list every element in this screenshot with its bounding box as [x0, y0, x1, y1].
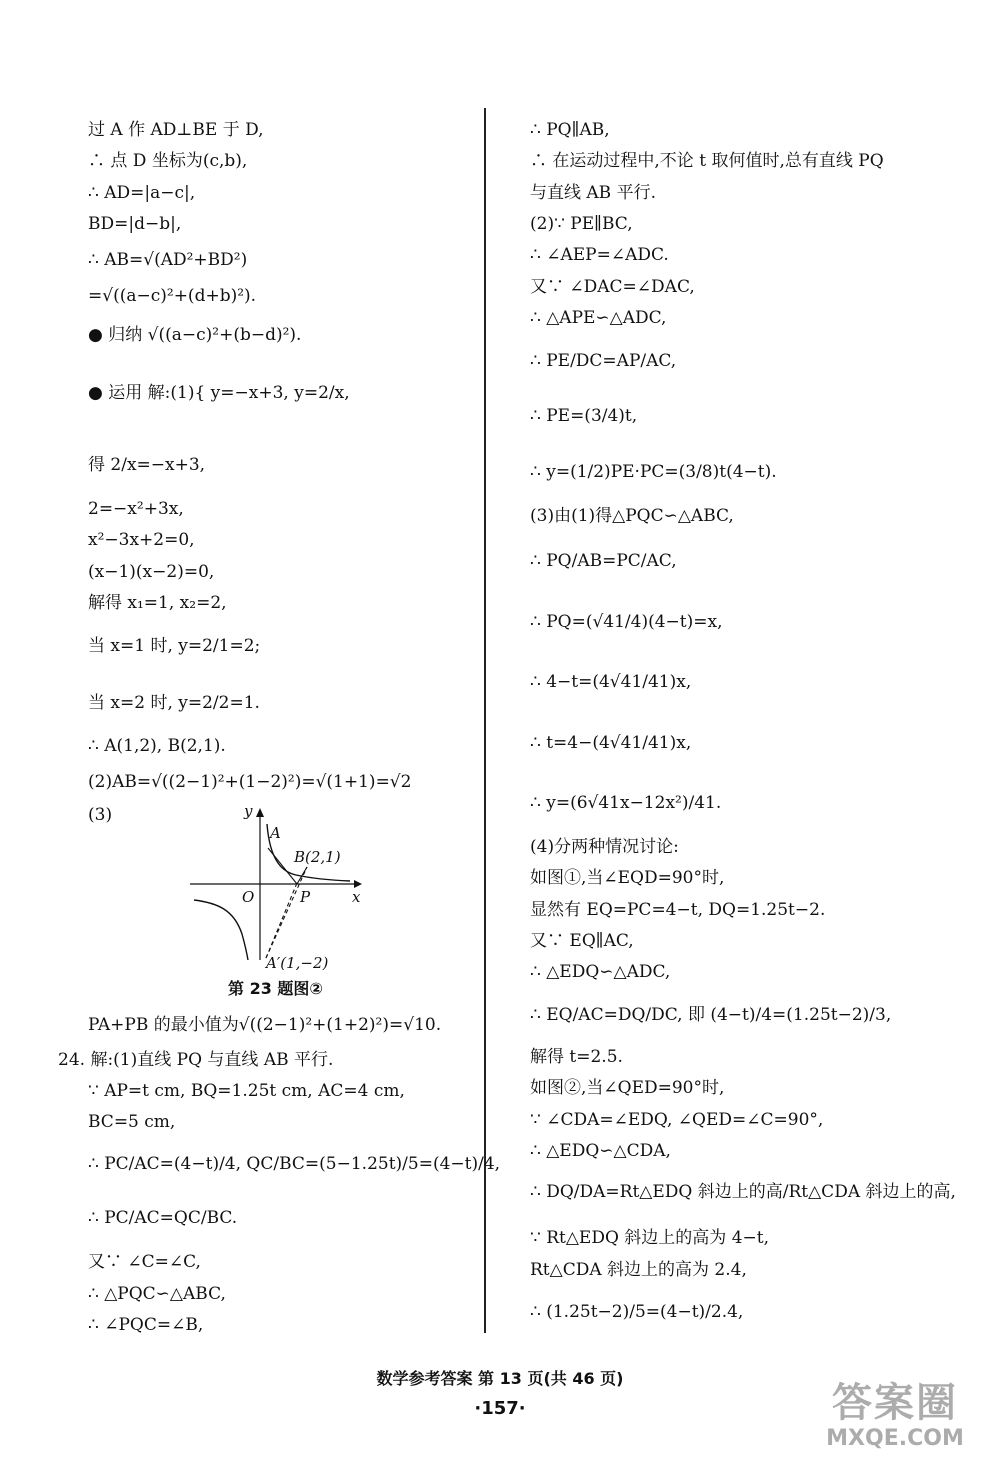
math-line: ∵ ∠CDA=∠EDQ, ∠QED=∠C=90°,	[530, 1110, 824, 1130]
math-line: 得 2/x=−x+3,	[88, 455, 206, 475]
function-graph	[190, 800, 380, 970]
math-line: ∴ AD=|a−c|,	[88, 183, 196, 203]
math-line: ∴ △PQC∽△ABC,	[88, 1284, 226, 1304]
math-line: ∴ PQ∥AB,	[530, 120, 610, 140]
column-divider	[484, 108, 486, 1333]
math-line: ∴ ∠AEP=∠ADC.	[530, 245, 669, 265]
page-number: ·157·	[474, 1398, 526, 1419]
segment-a-prime-b	[266, 867, 307, 958]
math-line: ∴ PQ/AB=PC/AC,	[530, 551, 677, 571]
math-line: ∴ (1.25t−2)/5=(4−t)/2.4,	[530, 1302, 744, 1322]
math-line: ∴ 4−t=(4√41/41)x,	[530, 672, 692, 692]
hyperbola-branch-left	[194, 900, 248, 960]
math-line: Rt△CDA 斜边上的高为 2.4,	[530, 1260, 747, 1280]
math-line: 如图②,当∠QED=90°时,	[530, 1078, 725, 1098]
math-line: 解得 t=2.5.	[530, 1047, 623, 1067]
math-line: (2)∵ PE∥BC,	[530, 214, 633, 234]
page-footer-title: 数学参考答案 第 13 页(共 46 页)	[376, 1369, 624, 1388]
math-line: ∴ 点 D 坐标为(c,b),	[88, 151, 248, 171]
math-line: ∴ PE=(3/4)t,	[530, 406, 638, 426]
origin-label: O	[242, 888, 255, 906]
math-line: x²−3x+2=0,	[88, 530, 195, 550]
math-line: 当 x=1 时, y=2/1=2;	[88, 636, 261, 656]
math-line: ∴ t=4−(4√41/41)x,	[530, 733, 692, 753]
math-line: 又∵ ∠DAC=∠DAC,	[530, 277, 695, 297]
math-line: ∴ PQ=(√41/4)(4−t)=x,	[530, 612, 723, 632]
y-axis-arrow	[256, 808, 264, 817]
math-line: ∴ y=(1/2)PE·PC=(3/8)t(4−t).	[530, 462, 777, 482]
math-line: (4)分两种情况讨论:	[530, 837, 679, 857]
math-line: ∴ △EDQ∽△CDA,	[530, 1141, 671, 1161]
math-line: PA+PB 的最小值为√((2−1)²+(1+2)²)=√10.	[88, 1015, 442, 1035]
math-line: 与直线 AB 平行.	[530, 183, 656, 203]
segment-a-p	[268, 848, 297, 884]
x-axis-arrow	[354, 880, 362, 888]
math-line: ∴ A(1,2), B(2,1).	[88, 736, 226, 756]
y-axis-label: y	[244, 802, 253, 820]
math-line: (x−1)(x−2)=0,	[88, 562, 215, 582]
math-line: 过 A 作 AD⊥BE 于 D,	[88, 120, 264, 140]
math-line: 当 x=2 时, y=2/2=1.	[88, 693, 260, 713]
math-line: 2=−x²+3x,	[88, 499, 184, 519]
math-line: ∴ △APE∽△ADC,	[530, 308, 667, 328]
math-line: ∴ PC/AC=QC/BC.	[88, 1208, 238, 1228]
math-line: ∵ Rt△EDQ 斜边上的高为 4−t,	[530, 1228, 770, 1248]
watermark-logo	[810, 1380, 980, 1458]
math-line: (2)AB=√((2−1)²+(1−2)²)=√(1+1)=√2	[88, 772, 412, 792]
math-line: (3)由(1)得△PQC∽△ABC,	[530, 506, 734, 526]
math-line: ∴ 在运动过程中,不论 t 取何值时,总有直线 PQ	[530, 151, 884, 171]
math-line: 又∵ EQ∥AC,	[530, 931, 634, 951]
watermark-text: 答案圈	[832, 1380, 958, 1426]
point-b-label: B(2,1)	[294, 848, 341, 866]
math-line: 显然有 EQ=PC=4−t, DQ=1.25t−2.	[530, 900, 826, 920]
point-a-prime-label: A′(1,−2)	[266, 954, 329, 970]
point-a-label: A	[270, 824, 281, 842]
math-line: ∴ PC/AC=(4−t)/4, QC/BC=(5−1.25t)/5=(4−t)/4,	[88, 1154, 501, 1174]
math-line: BD=|d−b|,	[88, 214, 182, 234]
math-line: ∴ EQ/AC=DQ/DC, 即 (4−t)/4=(1.25t−2)/3,	[530, 1005, 892, 1025]
math-line: BC=5 cm,	[88, 1112, 176, 1132]
math-line: =√((a−c)²+(d+b)²).	[88, 286, 257, 306]
math-line: 又∵ ∠C=∠C,	[88, 1252, 201, 1272]
math-line-summary: ● 归纳 √((a−c)²+(b−d)²).	[88, 325, 302, 345]
math-line: 解得 x₁=1, x₂=2,	[88, 593, 227, 613]
math-line: ∴ y=(6√41x−12x²)/41.	[530, 793, 722, 813]
segment-a-prime-p	[266, 883, 297, 958]
math-line: ∴ ∠PQC=∠B,	[88, 1315, 204, 1335]
math-line: 如图①,当∠EQD=90°时,	[530, 868, 725, 888]
math-line: (3)	[88, 805, 113, 825]
problem-24-heading: 24. 解:(1)直线 PQ 与直线 AB 平行.	[58, 1050, 334, 1070]
math-line: ∵ AP=t cm, BQ=1.25t cm, AC=4 cm,	[88, 1081, 405, 1101]
math-line: ∴ DQ/DA=Rt△EDQ 斜边上的高/Rt△CDA 斜边上的高,	[530, 1182, 956, 1202]
x-axis-label: x	[352, 888, 361, 906]
watermark-url: MXQE.COM	[826, 1426, 964, 1451]
math-line: ∴ △EDQ∽△ADC,	[530, 962, 671, 982]
math-line: ∴ AB=√(AD²+BD²)	[88, 250, 248, 270]
point-p-label: P	[300, 888, 311, 906]
math-line-application: ● 运用 解:(1){ y=−x+3, y=2/x,	[88, 383, 350, 403]
figure-caption: 第 23 题图②	[228, 979, 323, 998]
math-line: ∴ PE/DC=AP/AC,	[530, 351, 677, 371]
